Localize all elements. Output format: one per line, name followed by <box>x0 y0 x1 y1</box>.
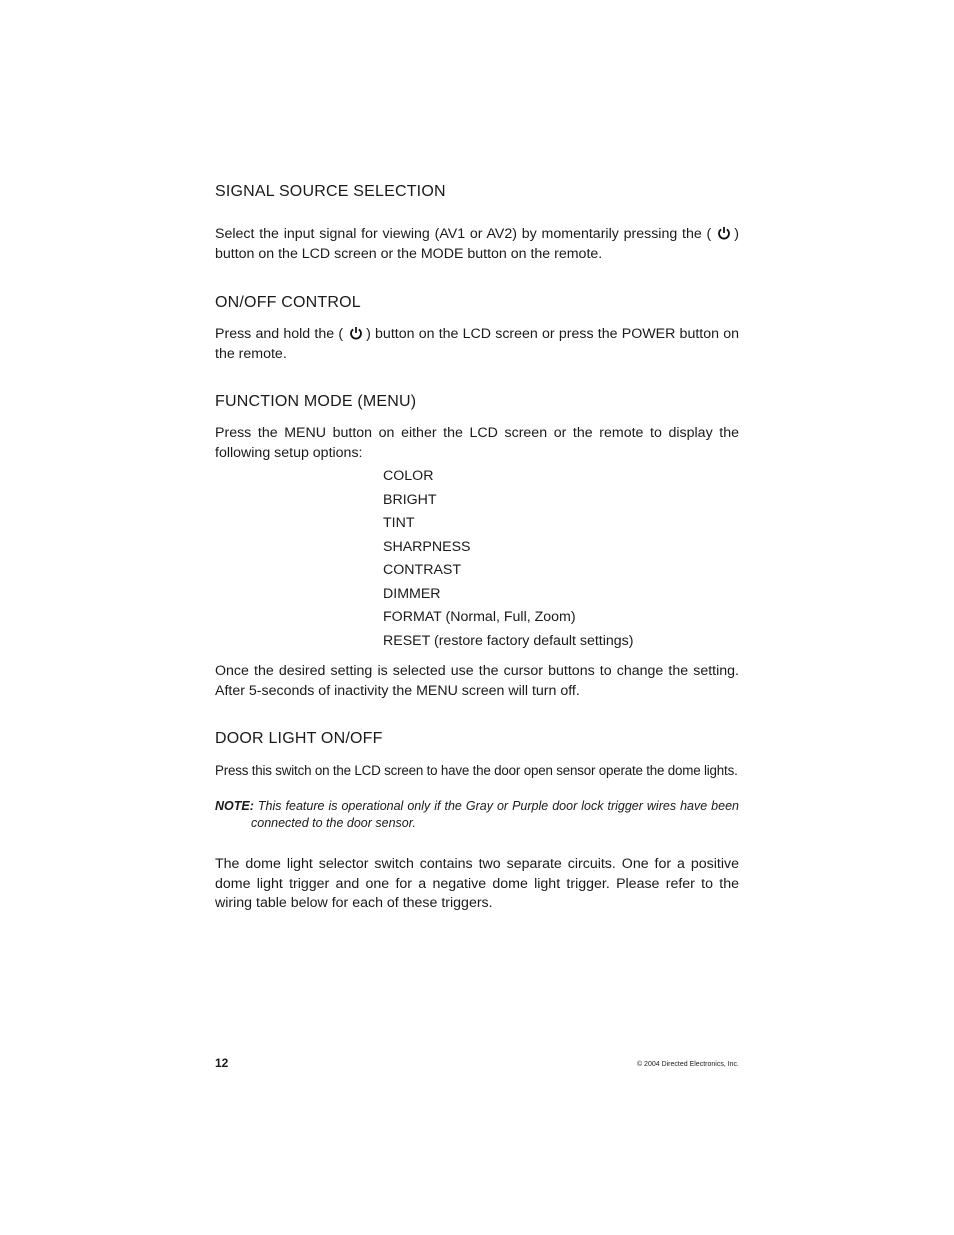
menu-option: RESET (restore factory default settings) <box>383 632 634 649</box>
heading-signal-source-selection: SIGNAL SOURCE SELECTION <box>215 183 446 200</box>
onoff-paragraph <box>215 325 739 364</box>
signal-source-text-a: Select the input signal for viewing (AV1 or AV2) by momentarily pressing the ( <box>215 226 712 242</box>
door-light-paragraph: Press this switch on the LCD screen to have the door open sensor operate the dome lights. <box>215 763 738 778</box>
note-block <box>215 798 739 831</box>
menu-option: TINT <box>383 515 415 531</box>
note-label: NOTE: <box>215 799 254 813</box>
function-mode-intro: Press the MENU button on either the LCD screen or the remote to display the following setup options: <box>215 425 739 461</box>
menu-option: FORMAT (Normal, Full, Zoom) <box>383 609 576 625</box>
heading-door-light: DOOR LIGHT ON/OFF <box>215 730 383 747</box>
menu-option: BRIGHT <box>383 491 437 508</box>
menu-option: CONTRAST <box>383 562 462 578</box>
power-icon <box>717 226 731 240</box>
copyright-text: © 2004 Directed Electronics, Inc. <box>636 1061 739 1068</box>
menu-option: COLOR <box>383 468 434 484</box>
onoff-text-b: ) button on the LCD screen or press the POWER button on the remote. <box>215 326 739 362</box>
menu-options-list <box>383 467 633 655</box>
note-text: This feature is operational only if the Gray or Purple door lock trigger wires have been connected to the door sensor. <box>251 799 739 830</box>
menu-option: SHARPNESS <box>383 538 471 555</box>
power-icon <box>349 326 363 340</box>
signal-source-text-b: ) button on the LCD screen or the MODE button on the remote. <box>215 226 739 262</box>
menu-option: DIMMER <box>383 585 441 602</box>
onoff-text-a: Press and hold the ( <box>215 326 344 342</box>
heading-onoff-control: ON/OFF CONTROL <box>215 294 361 311</box>
page-number: 12 <box>215 1056 229 1070</box>
dome-light-paragraph: The dome light selector switch contains two separate circuits. One for a positive dome light trigger and one for a negative dome light trigger. Please refer to the wiring table below for each of these triggers. <box>215 856 739 911</box>
function-mode-after: Once the desired setting is selected use the cursor buttons to change the setting. After 5-seconds of inactivity the MENU screen will turn off. <box>215 663 739 699</box>
signal-source-paragraph <box>215 225 739 264</box>
heading-function-mode: FUNCTION MODE (MENU) <box>215 393 417 410</box>
